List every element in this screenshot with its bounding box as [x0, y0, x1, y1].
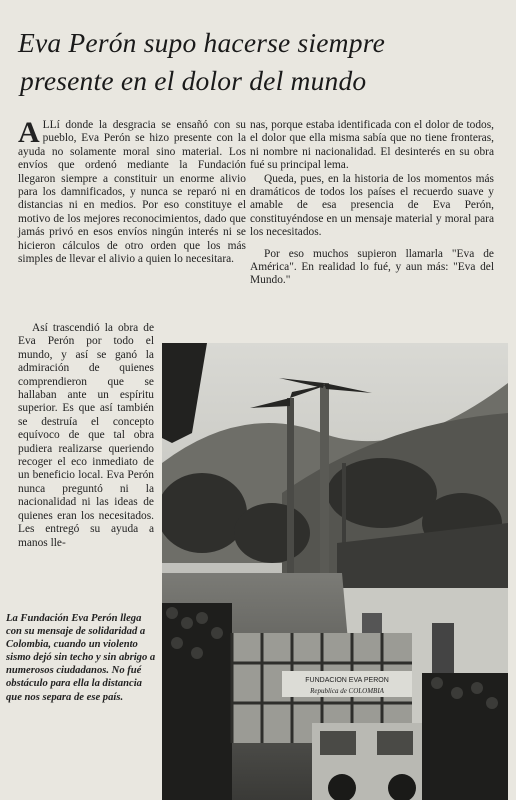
narrow-column [18, 322, 154, 550]
headline-line-2: presente en el dolor del mundo [20, 65, 367, 96]
banner-text-1: FUNDACION EVA PERON [305, 677, 389, 684]
news-photo [162, 343, 508, 800]
headline [18, 24, 498, 100]
lead-column [18, 116, 246, 266]
photo-caption: La Fundación Eva Perón llega con su mensaje de solidaridad a Colombia, cuando un violento sismo dejó sin techo y sin abrigo a numerosos ciudadanos. No fué obstáculo para ella la distancia que nos separa de ese país. [6, 613, 156, 703]
right-paragraph-3: Por eso muchos supieron llamarla "Eva de América". En realidad lo fué, y aun más: "Eva del Mundo." [250, 247, 494, 287]
lead-text: LLí donde la desgracia se ensañó con su pueblo, Eva Perón se hizo presente con la ayuda no solamente moral sino material. Los envíos que ordenó mediante la Fundación llegaron siempre a constituir un enorme alivio para los damnificados, y nunca se reparó ni en distancias ni en medios. Por eso constituye el motivo de los mejores reconocimientos, dado que jamás privó en esos envíos ningún interés ni se hicieron cálculos de otro orden que los más simples de llevar el alivio a quien lo necesitara. [18, 119, 246, 266]
drop-cap: A [18, 116, 40, 149]
paragraph-2: Así trascendió la obra de Eva Perón por todo el mundo, y así se ganó la admiración de quienes comprendieron que se hallaban ante un espíritu superior. Es que así también se destruía el concepto equívoco de que tal obra pudiera realizarse queriendo recoger el eco inmediato de un beneficio local. Eva Perón nunca preguntó ni la nacionalidad ni las ideas de quienes eran los necesitados. Les entregó su ayuda a manos lle- [18, 322, 154, 549]
banner-text-2: Republica de COLOMBIA [310, 687, 384, 695]
right-column [250, 119, 494, 288]
right-paragraph-2: Queda, pues, en la historia de los momentos más dramáticos de todos los países el recuerdo suave y amable de esa presencia de Eva Perón, constituyéndose en un mensaje material y moral para los necesitados. [250, 172, 494, 239]
headline-line-1: Eva Perón supo hacerse siempre [18, 27, 385, 58]
lead-paragraph [18, 116, 246, 266]
photo-illustration [162, 343, 508, 800]
right-paragraph-1: nas, porque estaba identificada con el dolor de todos, el dolor que ella misma sabía que no tiene fronteras, ni nombre ni nacionalidad. El desinterés en su obra fué su principal lema. [250, 119, 494, 172]
